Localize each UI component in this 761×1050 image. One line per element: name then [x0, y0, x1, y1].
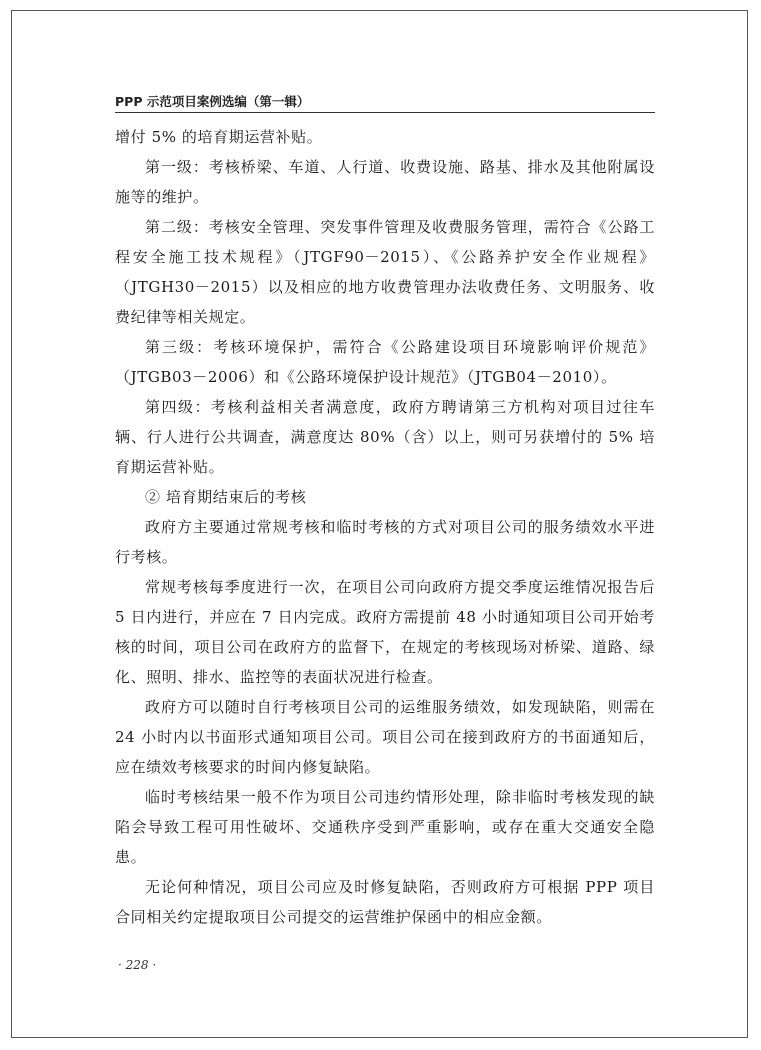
page-number: · 228 ·	[118, 958, 157, 972]
paragraph: 政府方主要通过常规考核和临时考核的方式对项目公司的服务绩效水平进行考核。	[115, 518, 655, 566]
paragraph: 临时考核结果一般不作为项目公司违约情形处理，除非临时考核发现的缺陷会导致工程可用性破坏、交通秩序受到严重影响，或存在重大交通安全隐患。	[115, 788, 655, 866]
paragraph: 第四级：考核利益相关者满意度，政府方聘请第三方机构对项目过往车辆、行人进行公共调查，满意度达 80%（含）以上，则可另获增付的 5% 培育期运营补贴。	[115, 398, 655, 476]
paragraph: 增付 5% 的培育期运营补贴。	[115, 128, 323, 146]
paragraph: 第二级：考核安全管理、突发事件管理及收费服务管理，需符合《公路工程安全施工技术规程》（JTGF90－2015）、《公路养护安全作业规程》（JTGH30－2015）以及相应的地方收费管理办法收费任务、文明服务、收费纪律等相关规定。	[115, 218, 655, 326]
paragraph: 政府方可以随时自行考核项目公司的运维服务绩效，如发现缺陷，则需在 24 小时内以书面形式通知项目公司。项目公司在接到政府方的书面通知后，应在绩效考核要求的时间内修复缺陷。	[115, 698, 655, 776]
paragraph: 常规考核每季度进行一次，在项目公司向政府方提交季度运维情况报告后 5 日内进行，并应在 7 日内完成。政府方需提前 48 小时通知项目公司开始考核的时间，项目公司在政府方的监督下，在规定的考核现场对桥梁、道路、绿化、照明、排水、监控等的表面状况进行检查。	[115, 578, 655, 686]
section-heading: ② 培育期结束后的考核	[145, 488, 307, 506]
paragraph: 第一级：考核桥梁、车道、人行道、收费设施、路基、排水及其他附属设施等的维护。	[115, 158, 655, 206]
paragraph: 无论何种情况，项目公司应及时修复缺陷，否则政府方可根据 PPP 项目合同相关约定提取项目公司提交的运营维护保函中的相应金额。	[115, 878, 655, 926]
running-header: PPP 示范项目案例选编（第一辑）	[115, 94, 310, 109]
paragraph: 第三级：考核环境保护，需符合《公路建设项目环境影响评价规范》（JTGB03－2006）和《公路环境保护设计规范》（JTGB04－2010）。	[115, 338, 655, 386]
header-rule	[115, 112, 655, 113]
body-text	[115, 122, 655, 932]
